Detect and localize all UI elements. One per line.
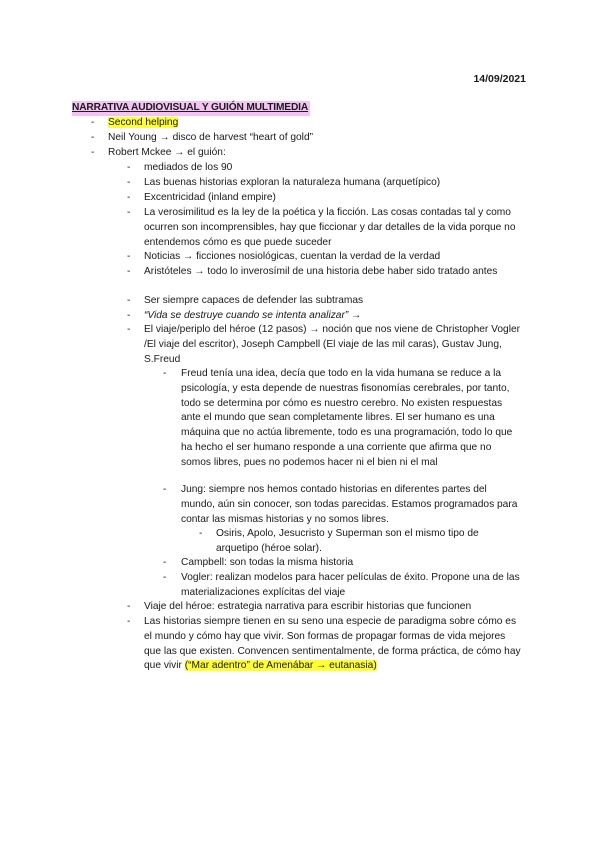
- list-item: [91, 131, 498, 146]
- list-item-text: Osiris, Apolo, Jesucristo y Superman son el mismo tipo de arquetipo (héroe solar).: [216, 528, 479, 554]
- bullet-dash: -: [163, 484, 167, 495]
- bullet-dash: -: [163, 557, 167, 568]
- list-item: [163, 571, 522, 601]
- list-item-text: Viaje del héroe: estrategia narrativa para escribir historias que funcionen: [144, 601, 472, 612]
- arrow-text: →: [348, 310, 362, 321]
- list-item: [199, 527, 516, 557]
- bullet-dash: -: [91, 132, 95, 143]
- bullet-dash: -: [127, 266, 131, 277]
- list-item: [91, 146, 498, 161]
- list-item-text: Freud tenía una idea, decía que todo en la vida humana se reduce a la psicología, y esta depende de nuestras fisonomías cerebrales, por tanto, todo se determina por cómo es nuestro cerebro. No existen respuestas ante el mundo que sean completamente libres. El ser humano es una máquina que no actúa libremente, todo es una programación, todo lo que ha hecho el ser humano responde a una corriente que afirma que no somos libres, pues no podemos hacer ni el bien ni el mal: [181, 368, 513, 468]
- list-item: [127, 161, 524, 176]
- list-item-text: Campbell: son todas la misma historia: [181, 557, 354, 568]
- list-item: [127, 294, 524, 309]
- list-item-text: Excentricidad (inland empire): [144, 192, 276, 203]
- list-item-text: Aristóteles → todo lo inverosímil de una historia debe haber sido tratado antes: [144, 266, 498, 277]
- quote-text: “Vida se destruye cuando se intenta analizar”: [144, 310, 349, 321]
- list-item-text: Robert Mckee → el guión:: [108, 147, 226, 158]
- list-item-text: El viaje/periplo del héroe (12 pasos) → noción que nos viene de Christopher Vogler /El viaje del escritor), Joseph Campbell (El viaje de las mil caras), Gustav Jung, S.Freud: [144, 324, 521, 365]
- bullet-dash: -: [127, 310, 131, 321]
- list-item-text: Vogler: realizan modelos para hacer películas de éxito. Propone una de las materializaciones explícitas del viaje: [181, 572, 520, 598]
- list-item-text: Neil Young → disco de harvest “heart of gold”: [108, 132, 314, 143]
- list-item: [163, 367, 522, 471]
- bullet-dash: -: [91, 147, 95, 158]
- document-date: 14/09/2021: [473, 73, 526, 85]
- bullet-dash: -: [127, 251, 131, 262]
- list-item-text: Las buenas historias exploran la naturaleza humana (arquetípico): [144, 177, 441, 188]
- bullet-dash: -: [163, 368, 167, 379]
- bullet-dash: -: [127, 616, 131, 627]
- list-item-text: Las historias siempre tienen en su seno una especie de paradigma sobre cómo es el mundo y cómo hay que vivir. Son formas de propagar formas de vida mejores que las que existen. Convencen sentimentalmente, de forma práctica, de cómo hay que vivir: [144, 616, 521, 672]
- highlighted-text: (“Mar adentro” de Amenábar → eutanasia): [184, 660, 377, 672]
- list-item: [163, 483, 522, 527]
- bullet-dash: -: [91, 117, 95, 128]
- list-item: [127, 191, 524, 206]
- list-item-text: Jung: siempre nos hemos contado historias en diferentes partes del mundo, aún sin conocer, son todas parecidas. Estamos programados para contar las mismas historias y no somos libres.: [181, 484, 518, 525]
- bullet-dash: -: [127, 162, 131, 173]
- list-item-text: La verosimilitud es la ley de la poética y la ficción. Las cosas contadas tal y como ocurren son incomprensibles, hay que ficcionar y dar detalles de la vida porque no entendemos cómo es que puede suceder: [144, 207, 516, 248]
- list-item: [127, 309, 524, 324]
- list-item-text: mediados de los 90: [144, 162, 233, 173]
- bullet-dash: -: [127, 207, 131, 218]
- bullet-dash: -: [127, 601, 131, 612]
- bullet-dash: -: [127, 324, 131, 335]
- bullet-dash: -: [199, 528, 203, 539]
- list-item: [127, 250, 524, 265]
- list-item: [163, 556, 522, 571]
- list-item: [91, 116, 498, 131]
- list-item-text: Noticias → ficciones nosiológicas, cuentan la verdad de la verdad: [144, 251, 441, 262]
- list-item-text: Ser siempre capaces de defender las subtramas: [144, 295, 364, 306]
- bullet-dash: -: [163, 572, 167, 583]
- list-item: [127, 176, 524, 191]
- bullet-dash: -: [127, 295, 131, 306]
- list-item: [127, 265, 524, 280]
- list-item: [127, 600, 524, 615]
- document-title: NARRATIVA AUDIOVISUAL Y GUIÓN MULTIMEDIA: [72, 101, 310, 116]
- bullet-dash: -: [127, 177, 131, 188]
- list-item: [127, 323, 524, 367]
- list-item: [127, 206, 524, 250]
- highlighted-text: Second helping: [108, 117, 179, 128]
- bullet-dash: -: [127, 192, 131, 203]
- list-item: [127, 615, 524, 674]
